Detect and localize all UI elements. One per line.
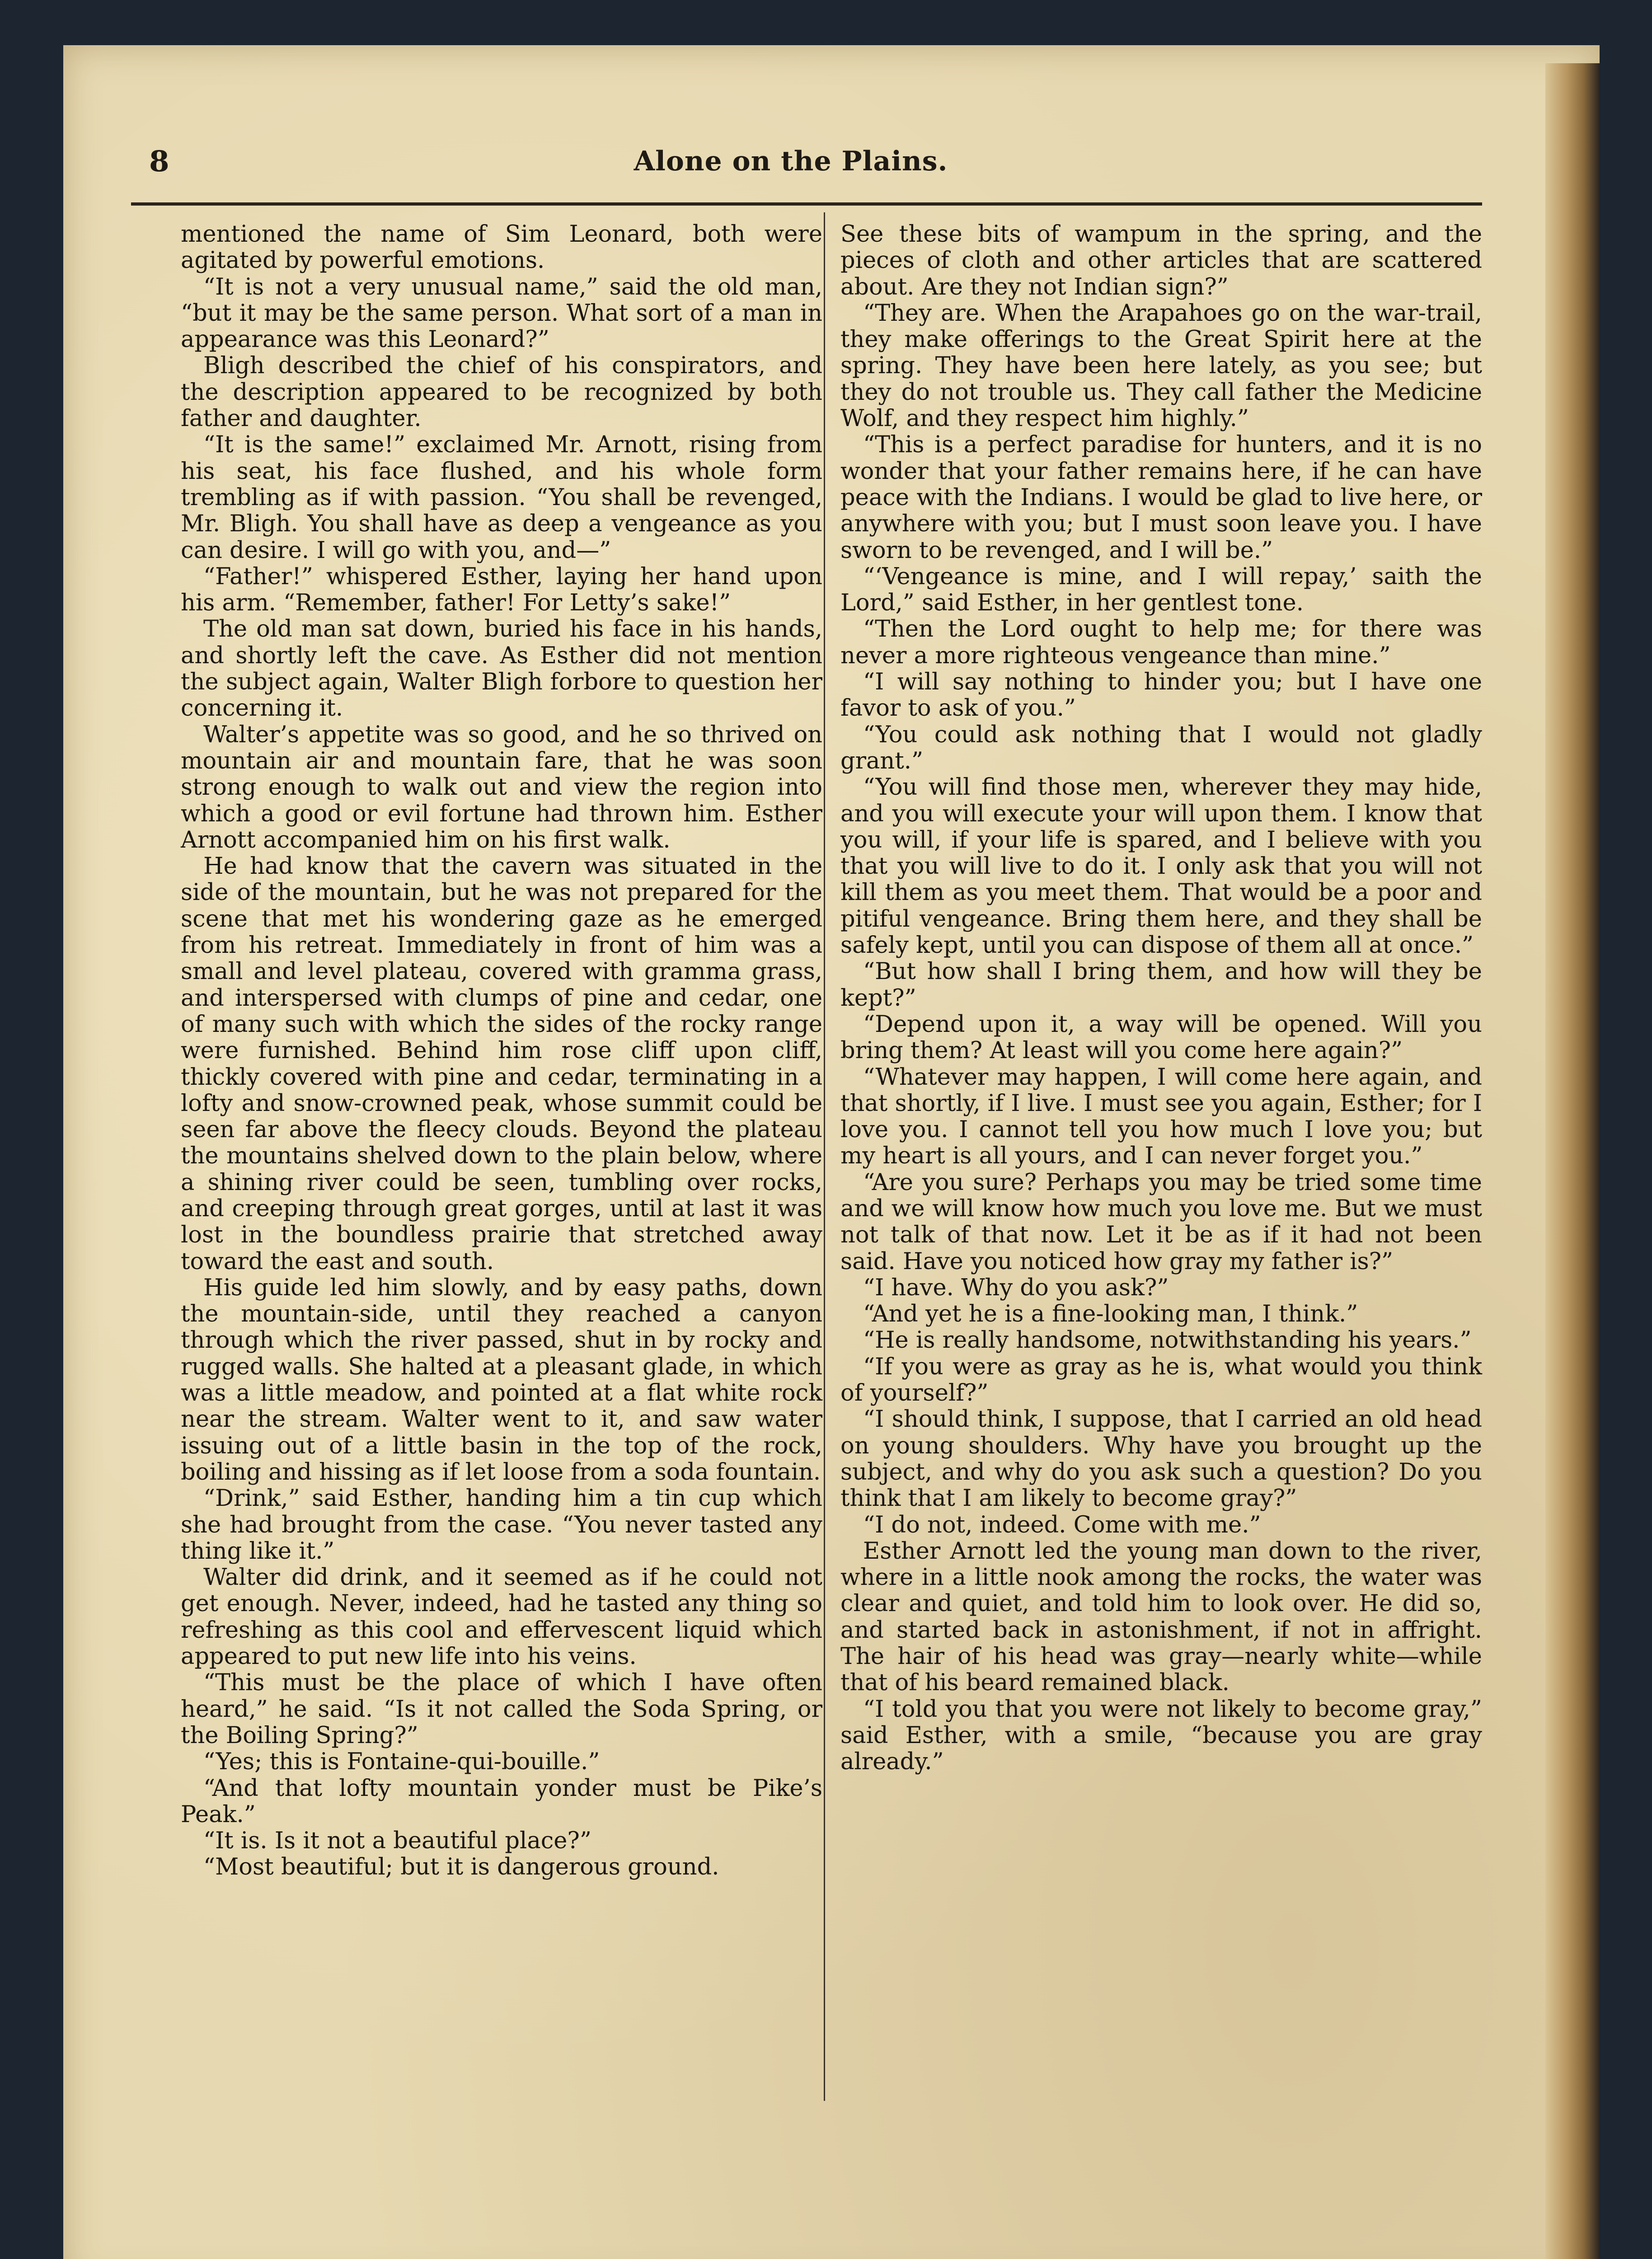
paragraph: “If you were as gray as he is, what would you think of yourself?”	[840, 1353, 1482, 1407]
paragraph: mentioned the name of Sim Leonard, both were agitated by powerful emotions.	[181, 221, 822, 274]
paragraph: “But how shall I bring them, and how will they be kept?”	[840, 958, 1482, 1012]
paragraph: “You could ask nothing that I would not gladly grant.”	[840, 721, 1482, 774]
paragraph: “Whatever may happen, I will come here again, and that shortly, if I live. I must see you again, Esther; for I love you. I cannot tell you how much I love you; but my heart is all yours, and I can never forget you.”	[840, 1064, 1482, 1170]
paragraph: “I told you that you were not likely to become gray,” said Esther, with a smile, “because you are gray already.”	[840, 1696, 1482, 1776]
paragraph: Esther Arnott led the young man down to the river, where in a little nook among the rocks, the water was clear and quiet, and told him to look over. He did so, and started back in astonishment, if not in affright. The hair of his head was gray—nearly white—while that of his beard remained black.	[840, 1537, 1482, 1697]
paragraph: “Are you sure? Perhaps you may be tried some time and we will know how much you love me. But we must not talk of that now. Let it be as if it had not been said. Have you noticed how gray my father is?”	[840, 1169, 1482, 1275]
paragraph: He had know that the cavern was situated in the side of the mountain, but he was not prepared for the scene that met his wondering gaze as he emerged from his retreat. Immediately in front of him was a small and level plateau, covered with gramma grass, and interspersed with clumps of pine and cedar, one of many such with which the sides of the rocky range were furnished. Behind him rose cliff upon cliff, thickly covered with pine and cedar, terminating in a lofty and snow-crowned peak, whose summit could be seen far above the fleecy clouds. Beyond the plateau the mountains shelved down to the plain below, where a shining river could be seen, tumbling over rocks, and creeping through great gorges, until at last it was lost in the boundless prairie that stretched away toward the east and south.	[181, 853, 822, 1275]
page-spine-edge	[1545, 63, 1600, 2259]
paragraph: “And yet he is a fine-looking man, I think.”	[863, 1301, 1358, 1328]
paragraph: “And that lofty mountain yonder must be Pike’s Peak.”	[181, 1775, 822, 1828]
paragraph: “I have. Why do you ask?”	[863, 1274, 1169, 1301]
paragraph: “They are. When the Arapahoes go on the war-trail, they make offerings to the Great Spirit here at the spring. They have been here lately, as you see; but they do not trouble us. They call father the Medicine Wolf, and they respect him highly.”	[840, 300, 1482, 432]
paragraph: “It is the same!” exclaimed Mr. Arnott, rising from his seat, his face flushed, and his whole form trembling as if with passion. “You shall be revenged, Mr. Bligh. You shall have as deep a vengeance as you can desire. I will go with you, and—”	[181, 431, 822, 564]
paragraph: “You will find those men, wherever they may hide, and you will execute your will upon them. I know that you will, if your life is spared, and I believe with you that you will live to do it. I only ask that you will not kill them as you meet them. That would be a poor and pitiful vengeance. Bring them here, and they shall be safely kept, until you can dispose of them all at once.”	[840, 774, 1482, 959]
paragraph: “Yes; this is Fontaine-qui-bouille.”	[203, 1748, 600, 1776]
paragraph: “This must be the place of which I have often heard,” he said. “Is it not called the Soda Spring, or the Boiling Spring?”	[181, 1669, 822, 1749]
paragraph: “I do not, indeed. Come with me.”	[863, 1511, 1261, 1538]
paragraph: “I should think, I suppose, that I carried an old head on young shoulders. Why have you brought up the subject, and why do you ask such a question? Do you think that I am likely to become gray?”	[840, 1406, 1482, 1512]
right-column	[840, 221, 1482, 1776]
paragraph: See these bits of wampum in the spring, and the pieces of cloth and other articles that are scattered about. Are they not Indian sign?”	[840, 221, 1482, 300]
paragraph: “It is. Is it not a beautiful place?”	[203, 1828, 591, 1855]
paragraph: “It is not a very unusual name,” said the old man, “but it may be the same person. What sort of a man in appearance was this Leonard?”	[181, 273, 822, 353]
paragraph: “He is really handsome, notwithstanding his years.”	[863, 1327, 1472, 1354]
paragraph: “Father!” whispered Esther, laying her hand upon his arm. “Remember, father! For Letty’s sake!”	[181, 563, 822, 617]
paragraph: The old man sat down, buried his face in his hands, and shortly left the cave. As Esther did not mention the subject again, Walter Bligh forbore to question her concerning it.	[181, 616, 822, 722]
paragraph: “‘Vengeance is mine, and I will repay,’ saith the Lord,” said Esther, in her gentlest tone.	[840, 563, 1482, 617]
paragraph: Walter did drink, and it seemed as if he could not get enough. Never, indeed, had he tasted any thing so refreshing as this cool and effervescent liquid which appeared to put new life into his veins.	[181, 1564, 822, 1670]
paragraph: “Most beautiful; but it is dangerous ground.	[203, 1854, 719, 1881]
page-number: 8	[149, 145, 169, 178]
paragraph: Walter’s appetite was so good, and he so thrived on mountain air and mountain fare, that he was soon strong enough to walk out and view the region into which a good or evil fortune had thrown him. Esther Arnott accompanied him on his first walk.	[181, 721, 822, 853]
paragraph: “This is a perfect paradise for hunters, and it is no wonder that your father remains here, if he can have peace with the Indians. I would be glad to live here, or anywhere with you; but I must soon leave you. I have sworn to be revenged, and I will be.”	[840, 431, 1482, 564]
paragraph: Bligh described the chief of his conspirators, and the description appeared to be recognized by both father and daughter.	[181, 352, 822, 432]
paragraph: “I will say nothing to hinder you; but I have one favor to ask of you.”	[840, 669, 1482, 722]
paragraph: “Drink,” said Esther, handing him a tin cup which she had brought from the case. “You never tasted any thing like it.”	[181, 1485, 822, 1565]
running-title: Alone on the Plains.	[634, 145, 948, 177]
header-rule	[131, 202, 1482, 206]
paragraph: “Then the Lord ought to help me; for there was never a more righteous vengeance than mine.”	[840, 616, 1482, 669]
left-column	[181, 221, 822, 1881]
paragraph: His guide led him slowly, and by easy paths, down the mountain-side, until they reached a canyon through which the river passed, shut in by rocky and rugged walls. She halted at a pleasant glade, in which was a little meadow, and pointed at a flat white rock near the stream. Walter went to it, and saw water issuing out of a little basin in the top of the rock, boiling and hissing as if let loose from a soda fountain.	[181, 1274, 822, 1486]
column-divider	[824, 212, 825, 2101]
paragraph: “Depend upon it, a way will be opened. Will you bring them? At least will you come here again?”	[840, 1011, 1482, 1064]
